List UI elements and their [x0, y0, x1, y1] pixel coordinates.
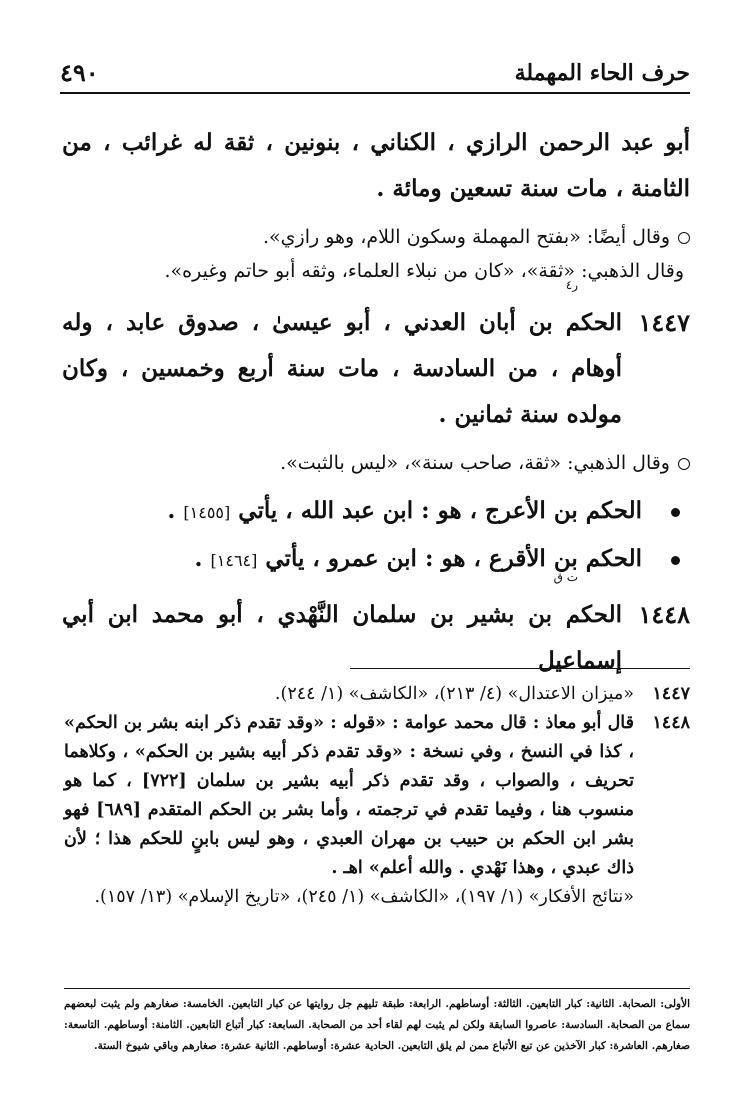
cross-reference-2: [62, 536, 690, 584]
note-dhahabi-1447: [62, 446, 690, 480]
entry-number: ١٤٤٧: [638, 308, 690, 337]
open-circle-icon: [678, 458, 690, 470]
page-number: ٤٩٠: [60, 58, 99, 87]
entry-1448: [62, 570, 690, 684]
reference-text: الحكم بن الأقرع ، هو : ابن عمرو ، يأتي: [265, 545, 642, 572]
bullet-icon: [671, 508, 680, 517]
footnote-number: ١٤٤٨: [652, 713, 690, 733]
continuation-paragraph: أبو عبد الرحمن الرازي ، الكناني ، بنونين ، ثقة له غرائب ، من الثامنة ، مات سنة تسعين ومائة .: [62, 129, 690, 202]
note-dhahabi: [62, 254, 690, 288]
footnotes: [64, 680, 690, 912]
note-ibn-hajar: [62, 220, 690, 254]
note-text: وقال الذهبي: «ثقة»، «كان من نبلاء العلماء، وثقه أبو حاتم وغيره».: [164, 260, 684, 282]
reference-end: .: [167, 497, 176, 524]
page-header: [60, 56, 690, 90]
footnote-1447: [64, 680, 690, 709]
entry-1447: [62, 278, 690, 438]
tabaqat-glossary: الأولى: الصحابة. الثانية: كبار التابعين. الثالثة: أوساطهم. الرابعة: طبقة تليهم جل روايتها عن كبار التابعين. الخامسة: صغارهم ولم يثبت لبعضهم سماع من الصحابة. السادسة: عاصروا السابقة ولكن لم يثبت لهم لقاء أحد من الصحابة. السابعة: كبار أتباع التابعين. الثامنة: أوساطهم. التاسعة: صغارهم. العاشرة: كبار الآخذين عن تبع الأتباع ممن لم يلق التابعين. الحادية عشرة: أوساطهم. الثانية عشرة: صغارهم وباقي شيوخ الستة.: [64, 998, 690, 1052]
footnote-text: «ميزان الاعتدال» (٤/ ٢١٣)، «الكاشف» (١/ ٢٤٤).: [274, 684, 634, 704]
footnote-sources: «نتائج الأفكار» (١/ ١٩٧)، «الكاشف» (١/ ٢٤٥)، «تاريخ الإسلام» (١٣/ ١٥٧).: [94, 887, 634, 907]
reference-code: [١٤٦٤]: [210, 551, 258, 570]
reference-code: [١٤٥٥]: [183, 503, 231, 522]
narrator-symbol: ر٤: [565, 278, 578, 292]
cross-reference-1: [62, 488, 690, 536]
footnote-1448: [64, 709, 690, 912]
entry-number: ١٤٤٨: [638, 600, 690, 629]
entry-text: الحكم بن أبان العدني ، أبو عيسىٰ ، صدوق عابد ، وله أوهام ، من السادسة ، مات سنة أربع وخمسين ، وكان مولده سنة ثمانين .: [62, 309, 622, 428]
entry-text: الحكم بن بشير بن سلمان النَّهْدي ، أبو محمد ابن أبي إسماعيل: [62, 601, 622, 674]
reference-text: الحكم بن الأعرج ، هو : ابن عبد الله ، يأتي: [238, 497, 642, 524]
open-circle-icon: [678, 232, 690, 244]
footnote-divider: [350, 668, 690, 669]
narrator-symbol: ت ق: [553, 570, 578, 584]
footnote-number: ١٤٤٧: [652, 684, 690, 704]
glossary-divider: [64, 988, 690, 989]
bullet-icon: [671, 556, 680, 565]
main-text: [62, 120, 690, 684]
note-text: وقال الذهبي: «ثقة، صاحب سنة»، «ليس بالثبت».: [280, 452, 670, 474]
note-text: وقال أيضًا: «بفتح المهملة وسكون اللام، وهو رازي».: [263, 226, 670, 248]
reference-end: .: [194, 545, 203, 572]
header-divider: [60, 92, 690, 94]
footnote-text: قال أبو معاذ : قال محمد عوامة : «قوله : «وقد تقدم ذكر ابنه بشر بن الحكم» ، كذا في النسخ ، وفي نسخة : «وقد تقدم ذكر أبيه بشير بن الحكم» ، وكلاهما تحريف ، والصواب ، وقد تقدم ذكر أبيه بشير بن سلمان [٧٢٢] ، كما هو منسوب هنا ، وفيما تقدم في ترجمته ، وأما بشر بن الحكم المتقدم [٦٨٩] فهو بشر ابن الحكم بن حبيب بن مهران العبدي ، وهو ليس بابنٍ للحكم هذا ؛ لأن ذاك عبدي ، وهذا نَهْدي . والله أعلم» اهـ .: [64, 713, 634, 878]
running-title: حرف الحاء المهملة: [514, 60, 690, 86]
